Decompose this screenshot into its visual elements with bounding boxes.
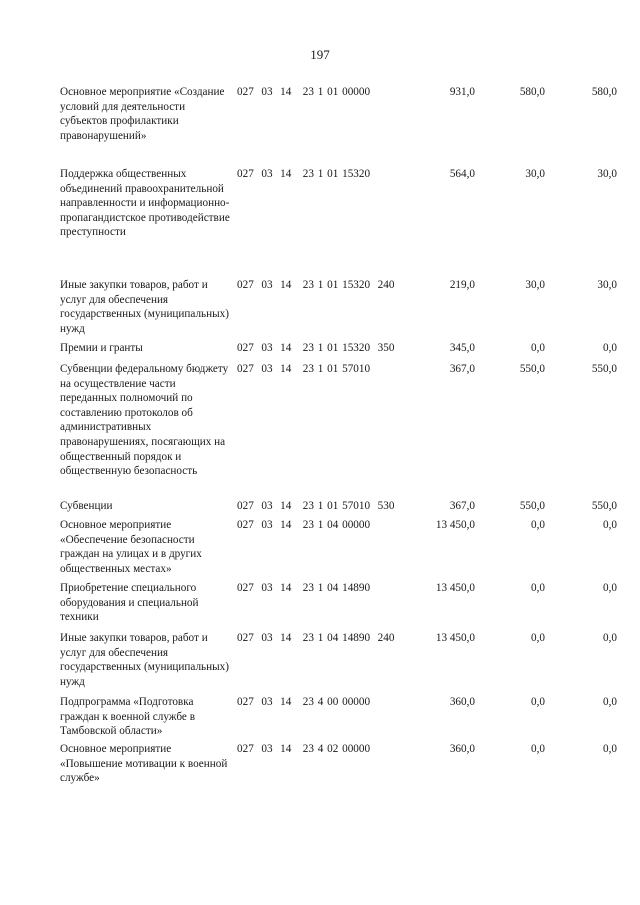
- row-value-3: 0,0: [603, 743, 617, 755]
- row-value-2: 0,0: [531, 632, 545, 644]
- row-code: 027 03 14 23 1 04 14890 240: [237, 632, 395, 644]
- row-value-2: 0,0: [531, 582, 545, 594]
- row-value-2: 0,0: [531, 743, 545, 755]
- row-code: 027 03 14 23 1 01 15320: [237, 168, 371, 180]
- row-name: Субвенции федеральному бюджету на осуществление части переданных полномочий по составлению протоколов об административных правонарушениях, посягающих на общественный порядок и общественную безопасность: [60, 363, 229, 478]
- row-code: 027 03 14 23 1 01 57010 530: [237, 500, 395, 512]
- row-name: Субвенции: [60, 500, 113, 512]
- row-name: Поддержка общественных объединений правоохранительной направленности и информационно-пропагандистское противодействие преступности: [60, 168, 230, 239]
- row-name: Иные закупки товаров, работ и услуг для обеспечения государственных (муниципальных) нужд: [60, 632, 229, 688]
- row-value-2: 0,0: [531, 342, 545, 354]
- page-number: 197: [310, 47, 330, 62]
- row-value-2: 0,0: [531, 519, 545, 531]
- row-value-3: 550,0: [591, 500, 617, 512]
- row-value-1: 367,0: [449, 363, 475, 375]
- row-name: Подпрограмма «Подготовка граждан к военной службе в Тамбовской области»: [60, 696, 195, 738]
- row-value-2: 550,0: [519, 363, 545, 375]
- row-value-3: 550,0: [591, 363, 617, 375]
- row-code: 027 03 14 23 1 01 57010: [237, 363, 371, 375]
- row-value-3: 0,0: [603, 582, 617, 594]
- row-value-2: 580,0: [519, 86, 545, 98]
- row-code: 027 03 14 23 1 01 15320 350: [237, 342, 395, 354]
- row-name: Основное мероприятие «Создание условий для деятельности субъектов профилактики правонарушений»: [60, 86, 225, 142]
- row-code: 027 03 14 23 4 02 00000: [237, 743, 371, 755]
- row-name: Премии и гранты: [60, 342, 143, 354]
- row-value-2: 0,0: [531, 696, 545, 708]
- row-value-1: 219,0: [449, 279, 475, 291]
- row-value-1: 564,0: [449, 168, 475, 180]
- row-value-1: 13 450,0: [435, 519, 475, 531]
- row-value-3: 30,0: [597, 168, 617, 180]
- row-code: 027 03 14 23 1 01 00000: [237, 86, 371, 98]
- row-value-1: 360,0: [449, 696, 475, 708]
- row-value-3: 0,0: [603, 342, 617, 354]
- row-value-3: 0,0: [603, 696, 617, 708]
- row-name: Основное мероприятие «Обеспечение безопасности граждан на улицах и в других общественных местах»: [60, 519, 202, 575]
- row-value-1: 367,0: [449, 500, 475, 512]
- row-code: 027 03 14 23 1 01 15320 240: [237, 279, 395, 291]
- row-value-2: 30,0: [525, 168, 545, 180]
- row-value-2: 550,0: [519, 500, 545, 512]
- row-name: Иные закупки товаров, работ и услуг для обеспечения государственных (муниципальных) нужд: [60, 279, 229, 335]
- row-name: Основное мероприятие «Повышение мотивации к военной службе»: [60, 743, 228, 785]
- row-code: 027 03 14 23 4 00 00000: [237, 696, 371, 708]
- row-code: 027 03 14 23 1 04 14890: [237, 582, 371, 594]
- row-value-3: 580,0: [591, 86, 617, 98]
- row-value-2: 30,0: [525, 279, 545, 291]
- row-value-3: 0,0: [603, 632, 617, 644]
- row-value-3: 30,0: [597, 279, 617, 291]
- row-value-1: 345,0: [449, 342, 475, 354]
- row-value-1: 13 450,0: [435, 632, 475, 644]
- row-value-1: 360,0: [449, 743, 475, 755]
- row-code: 027 03 14 23 1 04 00000: [237, 519, 371, 531]
- row-value-3: 0,0: [603, 519, 617, 531]
- row-name: Приобретение специального оборудования и специальной техники: [60, 582, 199, 624]
- row-value-1: 931,0: [449, 86, 475, 98]
- row-value-1: 13 450,0: [435, 582, 475, 594]
